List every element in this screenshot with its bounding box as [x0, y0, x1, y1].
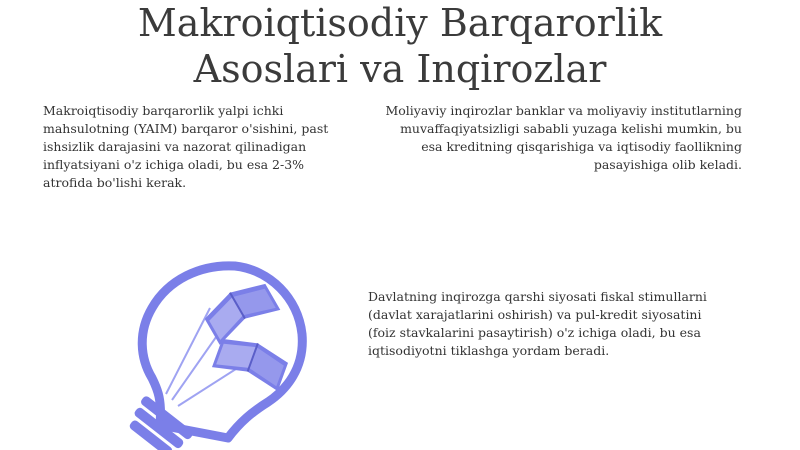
lightbulb-book-icon: [100, 250, 310, 450]
slide-title-line-1: Makroiqtisodiy Barqarorlik: [137, 1, 663, 45]
book-bottom-icon: [212, 331, 291, 391]
policy-paragraph: Davlatning inqirozga qarshi siyosati fiskal stimullarni (davlat xarajatlarini oshirish) va pul-kredit siyosatini (foiz stavkalarini pasaytirish) o'z ichiga oladi, bu esa iqtisodiyotni tiklashga yordam beradi.: [368, 289, 707, 358]
book-top-icon: [200, 275, 281, 345]
slide-title-line-2: Asoslari va Inqirozlar: [193, 47, 607, 91]
filament-line: [166, 308, 210, 394]
slide-title: [0, 0, 800, 92]
stability-paragraph: Makroiqtisodiy barqarorlik yalpi ichki mahsulotning (YAIM) barqaror o'sishini, past ishsizlik darajasini va nazorat qilinadigan inflyatsiyani o'z ichiga oladi, bu esa 2-3% atrofida bo'lishi kerak.: [43, 103, 329, 190]
crisis-paragraph: Moliyaviy inqirozlar banklar va moliyaviy institutlarning muvaffaqiyatsizligi sababli yuzaga kelishi mumkin, bu esa kreditning qisqarishiga va iqtisodiy faollikning pasayishiga olib keladi.: [385, 103, 742, 172]
